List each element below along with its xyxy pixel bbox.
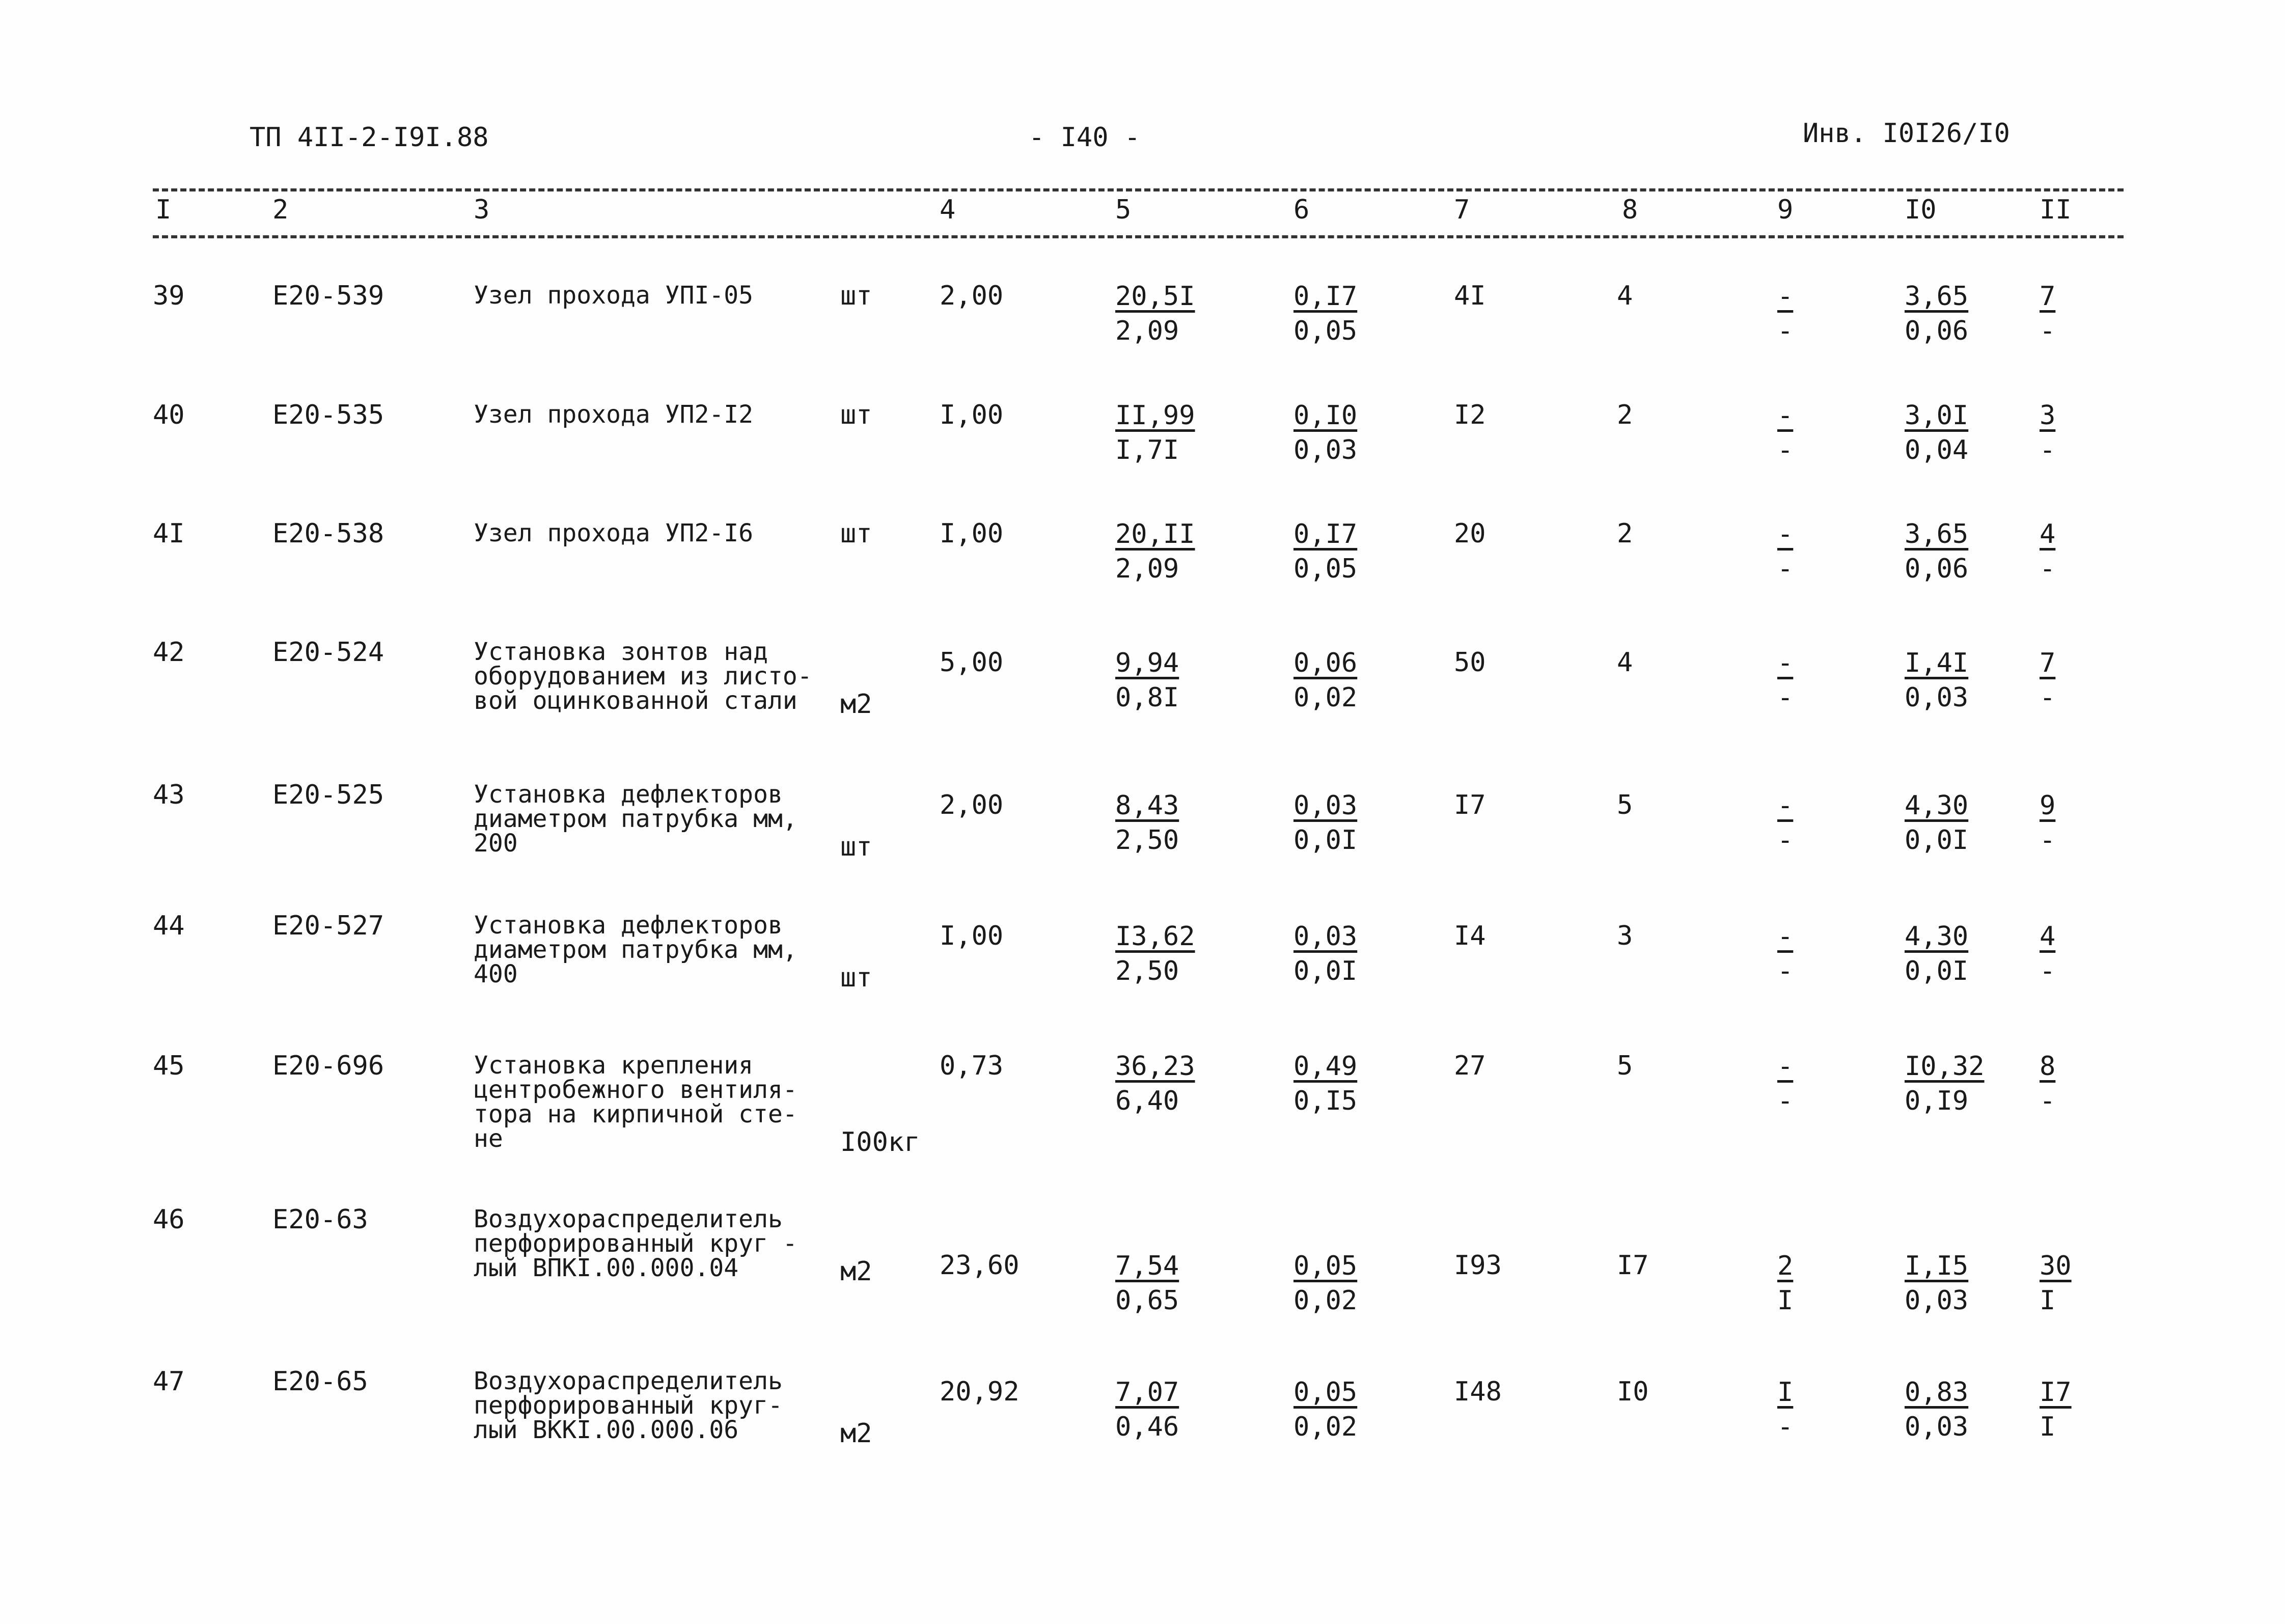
col6-fraction <box>1293 398 1357 467</box>
col10-fraction-numerator: I0,32 <box>1905 1051 1985 1082</box>
col10-fraction <box>1905 1049 1985 1118</box>
col5-fraction <box>1115 1049 1195 1118</box>
row-name: Установка дефлекторов диаметром патрубка мм, 200 <box>474 780 797 858</box>
row-name: Узел прохода УП2-I6 <box>474 519 754 547</box>
col5-fraction <box>1115 1249 1179 1318</box>
row-col8: 2 <box>1617 518 1633 549</box>
col6-fraction <box>1293 919 1357 988</box>
row-col7: I7 <box>1454 790 1486 820</box>
header-top-rule <box>153 188 2124 191</box>
col6-fraction-denominator: 0,02 <box>1293 1285 1358 1316</box>
col11-fraction-denominator: - <box>2040 435 2056 465</box>
col10-fraction-denominator: 0,03 <box>1905 1412 1969 1442</box>
col6-fraction-numerator: 0,I0 <box>1293 400 1358 431</box>
row-col7: 50 <box>1454 647 1486 678</box>
row-name: Установка дефлекторов диаметром патрубка мм, 400 <box>474 911 797 988</box>
row-col7: 20 <box>1454 518 1486 549</box>
row-unit: м2 <box>840 1418 872 1449</box>
col6-fraction-numerator: 0,I7 <box>1293 519 1358 549</box>
row-unit: шт <box>840 832 872 862</box>
row-col7: I93 <box>1454 1250 1502 1281</box>
col11-fraction <box>2040 1249 2072 1318</box>
row-code: Е20-63 <box>272 1204 368 1235</box>
col11-fraction-numerator: 7 <box>2040 281 2056 312</box>
page-number: - I40 - <box>1029 122 1141 153</box>
col11-fraction <box>2040 788 2055 858</box>
row-code: Е20-65 <box>272 1366 368 1397</box>
col6-fraction-numerator: 0,49 <box>1293 1051 1358 1082</box>
col5-fraction-numerator: 8,43 <box>1115 790 1179 821</box>
col10-fraction-denominator: 0,I9 <box>1905 1086 1969 1116</box>
col10-fraction-denominator: 0,04 <box>1905 435 1969 465</box>
row-number: 40 <box>153 400 185 430</box>
col5-fraction-denominator: 6,40 <box>1115 1086 1179 1116</box>
col-header-9: 9 <box>1777 195 1794 225</box>
col11-fraction-numerator: 7 <box>2040 648 2056 678</box>
col5-fraction-numerator: 7,54 <box>1115 1251 1179 1281</box>
col5-fraction <box>1115 398 1195 467</box>
col5-fraction-denominator: 2,09 <box>1115 554 1179 584</box>
col9-fraction-denominator: I <box>1777 1285 1794 1316</box>
col6-fraction <box>1293 788 1357 858</box>
col6-fraction-denominator: 0,05 <box>1293 554 1358 584</box>
row-number: 4I <box>153 518 185 549</box>
col6-fraction-numerator: 0,05 <box>1293 1377 1358 1408</box>
col11-fraction-numerator: 4 <box>2040 519 2056 549</box>
col11-fraction-denominator: I <box>2040 1412 2056 1442</box>
row-code: Е20-535 <box>272 400 384 430</box>
row-quantity: 2,00 <box>940 790 1004 820</box>
col11-fraction <box>2040 517 2055 586</box>
row-number: 45 <box>153 1051 185 1081</box>
row-col8: 4 <box>1617 281 1633 311</box>
col11-fraction <box>2040 279 2055 348</box>
row-name: Установка зонтов над оборудованием из листо- вой оцинкованной стали <box>474 638 812 715</box>
row-code: Е20-538 <box>272 518 384 549</box>
col9-fraction <box>1777 279 1793 348</box>
col9-fraction-numerator: - <box>1777 921 1794 952</box>
col11-fraction-numerator: 4 <box>2040 921 2056 952</box>
row-col8: 3 <box>1617 921 1633 951</box>
col5-fraction-denominator: 0,46 <box>1115 1412 1179 1442</box>
col6-fraction-denominator: 0,02 <box>1293 682 1358 713</box>
col10-fraction-denominator: 0,06 <box>1905 316 1969 346</box>
row-number: 43 <box>153 780 185 810</box>
col11-fraction-numerator: I7 <box>2040 1377 2072 1408</box>
col9-fraction-numerator: - <box>1777 281 1794 312</box>
col9-fraction-numerator: - <box>1777 400 1794 431</box>
row-quantity: I,00 <box>940 518 1004 549</box>
col9-fraction-denominator: - <box>1777 435 1794 465</box>
row-col7: I48 <box>1454 1377 1502 1407</box>
col10-fraction-denominator: 0,03 <box>1905 1285 1969 1316</box>
col-header-2: 2 <box>272 195 289 225</box>
col6-fraction <box>1293 279 1357 348</box>
col-header-3: 3 <box>474 195 490 225</box>
col5-fraction-numerator: I3,62 <box>1115 921 1195 952</box>
col10-fraction-numerator: 3,65 <box>1905 519 1969 549</box>
row-quantity: 20,92 <box>940 1377 1020 1407</box>
col10-fraction <box>1905 1249 1968 1318</box>
col5-fraction <box>1115 1375 1179 1444</box>
col9-fraction <box>1777 1049 1793 1118</box>
col9-fraction <box>1777 788 1793 858</box>
row-col8: 2 <box>1617 400 1633 430</box>
row-col8: 5 <box>1617 1051 1633 1081</box>
row-number: 42 <box>153 637 185 668</box>
col6-fraction <box>1293 1249 1357 1318</box>
col6-fraction-numerator: 0,05 <box>1293 1251 1358 1281</box>
col5-fraction-denominator: 2,50 <box>1115 956 1179 986</box>
row-number: 39 <box>153 281 185 311</box>
row-quantity: I,00 <box>940 921 1004 951</box>
col9-fraction-denominator: - <box>1777 825 1794 856</box>
row-code: Е20-524 <box>272 637 384 668</box>
row-unit: I00кг <box>840 1127 920 1158</box>
col-header-11: II <box>2040 195 2072 225</box>
document-code: ТП 4II-2-I9I.88 <box>250 122 489 153</box>
row-code: Е20-525 <box>272 780 384 810</box>
row-code: Е20-539 <box>272 281 384 311</box>
col6-fraction-numerator: 0,03 <box>1293 921 1358 952</box>
col10-fraction-denominator: 0,06 <box>1905 554 1969 584</box>
row-unit: шт <box>840 281 872 311</box>
row-quantity: I,00 <box>940 400 1004 430</box>
col10-fraction <box>1905 517 1968 586</box>
col6-fraction-denominator: 0,05 <box>1293 316 1358 346</box>
col9-fraction-numerator: - <box>1777 519 1794 549</box>
col6-fraction <box>1293 1049 1357 1118</box>
row-unit: шт <box>840 962 872 993</box>
col-header-4: 4 <box>940 195 956 225</box>
row-name: Воздухораспределитель перфорированный круг- лый ВККI.00.000.06 <box>474 1367 783 1444</box>
col5-fraction <box>1115 919 1195 988</box>
col9-fraction-numerator: I <box>1777 1377 1794 1408</box>
row-col8: I7 <box>1617 1250 1649 1281</box>
col11-fraction-denominator: - <box>2040 956 2056 986</box>
col9-fraction <box>1777 1249 1793 1318</box>
col6-fraction <box>1293 1375 1357 1444</box>
col-header-10: I0 <box>1905 195 1937 225</box>
col10-fraction-numerator: 4,30 <box>1905 921 1969 952</box>
col11-fraction-denominator: - <box>2040 825 2056 856</box>
row-name: Установка крепления центробежного вентиля- тора на кирпичной сте- не <box>474 1051 797 1153</box>
row-col8: I0 <box>1617 1377 1649 1407</box>
row-col7: I4 <box>1454 921 1486 951</box>
col6-fraction-numerator: 0,06 <box>1293 648 1358 678</box>
col5-fraction-numerator: 9,94 <box>1115 648 1179 678</box>
row-col7: 4I <box>1454 281 1486 311</box>
col10-fraction-denominator: 0,0I <box>1905 825 1969 856</box>
col5-fraction-numerator: II,99 <box>1115 400 1195 431</box>
col10-fraction-numerator: 3,0I <box>1905 400 1969 431</box>
col11-fraction <box>2040 646 2055 715</box>
row-name: Воздухораспределитель перфорированный круг - лый ВПКI.00.000.04 <box>474 1205 797 1282</box>
row-code: Е20-527 <box>272 911 384 941</box>
row-unit: м2 <box>840 689 872 720</box>
row-quantity: 5,00 <box>940 647 1004 678</box>
col9-fraction-numerator: - <box>1777 790 1794 821</box>
col11-fraction-denominator: - <box>2040 682 2056 713</box>
col6-fraction-denominator: 0,03 <box>1293 435 1358 465</box>
row-unit: шт <box>840 518 872 549</box>
row-number: 44 <box>153 911 185 941</box>
col6-fraction-denominator: 0,I5 <box>1293 1086 1358 1116</box>
col5-fraction-denominator: I,7I <box>1115 435 1179 465</box>
col-header-6: 6 <box>1293 195 1310 225</box>
col6-fraction-denominator: 0,02 <box>1293 1412 1358 1442</box>
row-number: 47 <box>153 1366 185 1397</box>
col11-fraction <box>2040 398 2055 467</box>
row-quantity: 2,00 <box>940 281 1004 311</box>
col-header-5: 5 <box>1115 195 1132 225</box>
col10-fraction-numerator: I,4I <box>1905 648 1969 678</box>
col11-fraction-numerator: 30 <box>2040 1251 2072 1281</box>
col11-fraction-denominator: - <box>2040 316 2056 346</box>
col5-fraction-numerator: 20,5I <box>1115 281 1195 312</box>
col9-fraction-denominator: - <box>1777 1086 1794 1116</box>
col5-fraction <box>1115 279 1195 348</box>
col6-fraction-numerator: 0,I7 <box>1293 281 1358 312</box>
row-col7: 27 <box>1454 1051 1486 1081</box>
col5-fraction-denominator: 2,50 <box>1115 825 1179 856</box>
row-number: 46 <box>153 1204 185 1235</box>
col5-fraction <box>1115 646 1179 715</box>
col10-fraction-numerator: 0,83 <box>1905 1377 1969 1408</box>
col9-fraction <box>1777 646 1793 715</box>
col9-fraction <box>1777 1375 1793 1444</box>
row-unit: шт <box>840 400 872 430</box>
col9-fraction-numerator: 2 <box>1777 1251 1794 1281</box>
col11-fraction-numerator: 8 <box>2040 1051 2056 1082</box>
col10-fraction <box>1905 646 1968 715</box>
col5-fraction-denominator: 2,09 <box>1115 316 1179 346</box>
row-unit: м2 <box>840 1256 872 1287</box>
row-col7: I2 <box>1454 400 1486 430</box>
header-bottom-rule <box>153 235 2124 238</box>
col11-fraction <box>2040 919 2055 988</box>
col10-fraction <box>1905 398 1968 467</box>
col9-fraction <box>1777 398 1793 467</box>
col10-fraction <box>1905 279 1968 348</box>
col5-fraction-numerator: 7,07 <box>1115 1377 1179 1408</box>
col11-fraction-denominator: - <box>2040 1086 2056 1116</box>
col9-fraction-denominator: - <box>1777 316 1794 346</box>
col6-fraction-denominator: 0,0I <box>1293 825 1358 856</box>
col6-fraction-denominator: 0,0I <box>1293 956 1358 986</box>
col10-fraction <box>1905 1375 1968 1444</box>
col5-fraction <box>1115 517 1195 586</box>
col9-fraction <box>1777 919 1793 988</box>
col10-fraction-numerator: I,I5 <box>1905 1251 1969 1281</box>
col9-fraction-numerator: - <box>1777 648 1794 678</box>
col10-fraction <box>1905 788 1968 858</box>
col9-fraction-denominator: - <box>1777 1412 1794 1442</box>
col11-fraction-numerator: 9 <box>2040 790 2056 821</box>
col10-fraction-denominator: 0,03 <box>1905 682 1969 713</box>
row-quantity: 23,60 <box>940 1250 1020 1281</box>
col10-fraction-denominator: 0,0I <box>1905 956 1969 986</box>
col9-fraction <box>1777 517 1793 586</box>
col5-fraction-denominator: 0,65 <box>1115 1285 1179 1316</box>
col-header-1: I <box>155 195 172 225</box>
col5-fraction-numerator: 36,23 <box>1115 1051 1195 1082</box>
col-header-8: 8 <box>1622 195 1638 225</box>
inventory-number: Инв. I0I26/I0 <box>1803 118 2010 149</box>
col5-fraction-denominator: 0,8I <box>1115 682 1179 713</box>
col11-fraction <box>2040 1375 2072 1444</box>
col6-fraction-numerator: 0,03 <box>1293 790 1358 821</box>
row-name: Узел прохода УП2-I2 <box>474 400 754 429</box>
col5-fraction <box>1115 788 1179 858</box>
col10-fraction <box>1905 919 1968 988</box>
col9-fraction-denominator: - <box>1777 956 1794 986</box>
row-quantity: 0,73 <box>940 1051 1004 1081</box>
col11-fraction <box>2040 1049 2055 1118</box>
col6-fraction <box>1293 646 1357 715</box>
row-col8: 4 <box>1617 647 1633 678</box>
col11-fraction-denominator: - <box>2040 554 2056 584</box>
row-code: Е20-696 <box>272 1051 384 1081</box>
col9-fraction-numerator: - <box>1777 1051 1794 1082</box>
col6-fraction <box>1293 517 1357 586</box>
col11-fraction-denominator: I <box>2040 1285 2056 1316</box>
col9-fraction-denominator: - <box>1777 682 1794 713</box>
row-name: Узел прохода УПI-05 <box>474 281 754 310</box>
col9-fraction-denominator: - <box>1777 554 1794 584</box>
col11-fraction-numerator: 3 <box>2040 400 2056 431</box>
col10-fraction-numerator: 3,65 <box>1905 281 1969 312</box>
col-header-7: 7 <box>1454 195 1470 225</box>
col5-fraction-numerator: 20,II <box>1115 519 1195 549</box>
col10-fraction-numerator: 4,30 <box>1905 790 1969 821</box>
row-col8: 5 <box>1617 790 1633 820</box>
